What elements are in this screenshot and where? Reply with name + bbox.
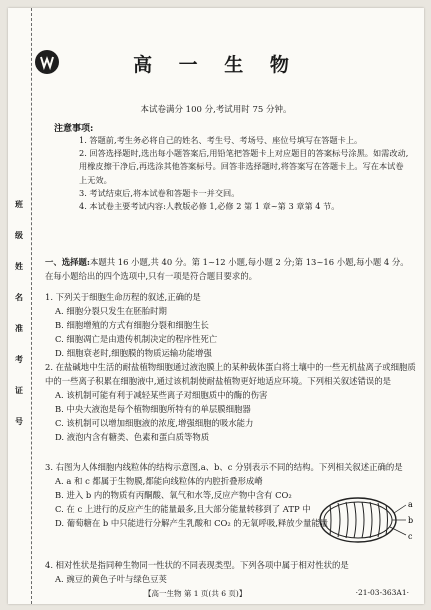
- question-option: C. 该机制可以增加细胞液的浓度,增强细胞的吸水能力: [55, 418, 254, 428]
- question-option: D. 葡萄糖在 b 中只能进行分解产生乳酸和 CO₂ 的无氧呼吸,释放少量能量: [55, 518, 329, 528]
- exam-page: [8, 8, 424, 604]
- section-text: 本题共 16 小题,共 40 分。第 1~12 小题,每小题 2 分;第 13~16 小题,每小题 4 分。在每小题给出的四个选项中,只有一项是符合题目要求的。: [45, 257, 409, 281]
- question-stem: 2. 在盐碱地中生活的耐盐植物细胞通过液泡膜上的某种载体蛋白将土壤中的一些无机盐离子或细胞质中的一些离子积累在细胞液中,通过该机制使耐盐植物更好地适应环境。下列相关叙述错误的是: [45, 362, 416, 386]
- section-heading: [45, 255, 415, 283]
- label-b: b: [408, 516, 414, 525]
- page-title: 高 一 生 物: [133, 54, 299, 76]
- question-stem: 1. 下列关于细胞生命历程的叙述,正确的是: [45, 292, 201, 302]
- notice-item: 1. 答题前,考生务必将自己的姓名、考生号、考场号、座位号填写在答题卡上。: [79, 135, 363, 145]
- gutter-char: 班: [15, 199, 23, 209]
- question-option: B. 细胞增殖的方式有细胞分裂和细胞生长: [55, 320, 209, 330]
- gutter-char: 名: [15, 292, 23, 302]
- notice-item: 4. 本试卷主要考试内容:人教版必修 1,必修 2 第 1 章~第 3 章第 4 节。: [79, 201, 340, 212]
- notice-item: 2. 回答选择题时,选出每小题答案后,用铅笔把答题卡上对应题目的答案标号涂黑。如需改动,用橡皮擦干净后,再选涂其他答案标号。回答非选择题时,将答案写在答题卡上。写在本试卷上无效。: [79, 148, 409, 185]
- notice-heading: 注意事项:: [54, 124, 94, 134]
- footer-page-number: 【高一生物 第 1 页(共 6 页)】: [144, 589, 247, 598]
- question-option: A. 豌豆的黄色子叶与绿色豆荚: [55, 574, 167, 584]
- question-2: [45, 360, 417, 444]
- footer-code: ·21-03-363A1·: [355, 588, 409, 597]
- question-stem: 4. 相对性状是指同种生物同一性状的不同表现类型。下列各项中属于相对性状的是: [45, 560, 349, 570]
- question-option: C. 细胞凋亡是由遗传机制决定的程序性死亡: [55, 334, 218, 344]
- gutter-char: 考: [15, 354, 23, 364]
- question-option: D. 细胞衰老时,细胞膜的物质运输功能增强: [55, 348, 212, 358]
- question-stem: 3. 右图为人体细胞内线粒体的结构示意图,a、b、c 分别表示不同的结构。下列相关叙述正确的是: [45, 462, 403, 472]
- question-option: B. 中央大液泡是每个植物细胞所特有的单层膜细胞器: [55, 404, 251, 414]
- question-option: D. 液泡内含有糖类、色素和蛋白质等物质: [55, 432, 210, 442]
- gutter-char: 证: [15, 385, 23, 395]
- gutter-char: 级: [15, 230, 23, 240]
- binding-line: [31, 8, 32, 604]
- question-option: B. 进入 b 内的物质有丙酮酸、氧气和水等,反应产物中含有 CO₂: [55, 490, 292, 500]
- exam-info: 本试卷满分 100 分,考试用时 75 分钟。: [140, 105, 292, 115]
- gutter-char: 姓: [15, 261, 23, 271]
- notice-item: 3. 考试结束后,将本试卷和答题卡一并交回。: [79, 187, 240, 198]
- question-option: A. 该机制可能有利于减轻某些离子对细胞质中的酶的伤害: [55, 390, 268, 400]
- question-4: [45, 558, 417, 586]
- question-1: [45, 290, 417, 360]
- question-option: A. 细胞分裂只发生在胚胎时期: [55, 306, 167, 316]
- page-footer: [39, 588, 409, 597]
- mitochondrion-diagram: [316, 491, 414, 549]
- student-info-gutter: [12, 200, 26, 426]
- label-c: c: [408, 532, 413, 541]
- notice-list: [65, 134, 410, 213]
- question-option: A. a 和 c 都属于生物膜,都能向线粒体的内腔折叠形成嵴: [55, 476, 263, 486]
- section-label: 一、选择题:: [45, 257, 90, 267]
- gutter-char: 号: [15, 416, 23, 426]
- question-option: C. 在 c 上进行的反应产生的能量最多,且大部分能量转移到了 ATP 中: [55, 504, 311, 514]
- label-a: a: [408, 500, 413, 509]
- gutter-char: 准: [15, 323, 23, 333]
